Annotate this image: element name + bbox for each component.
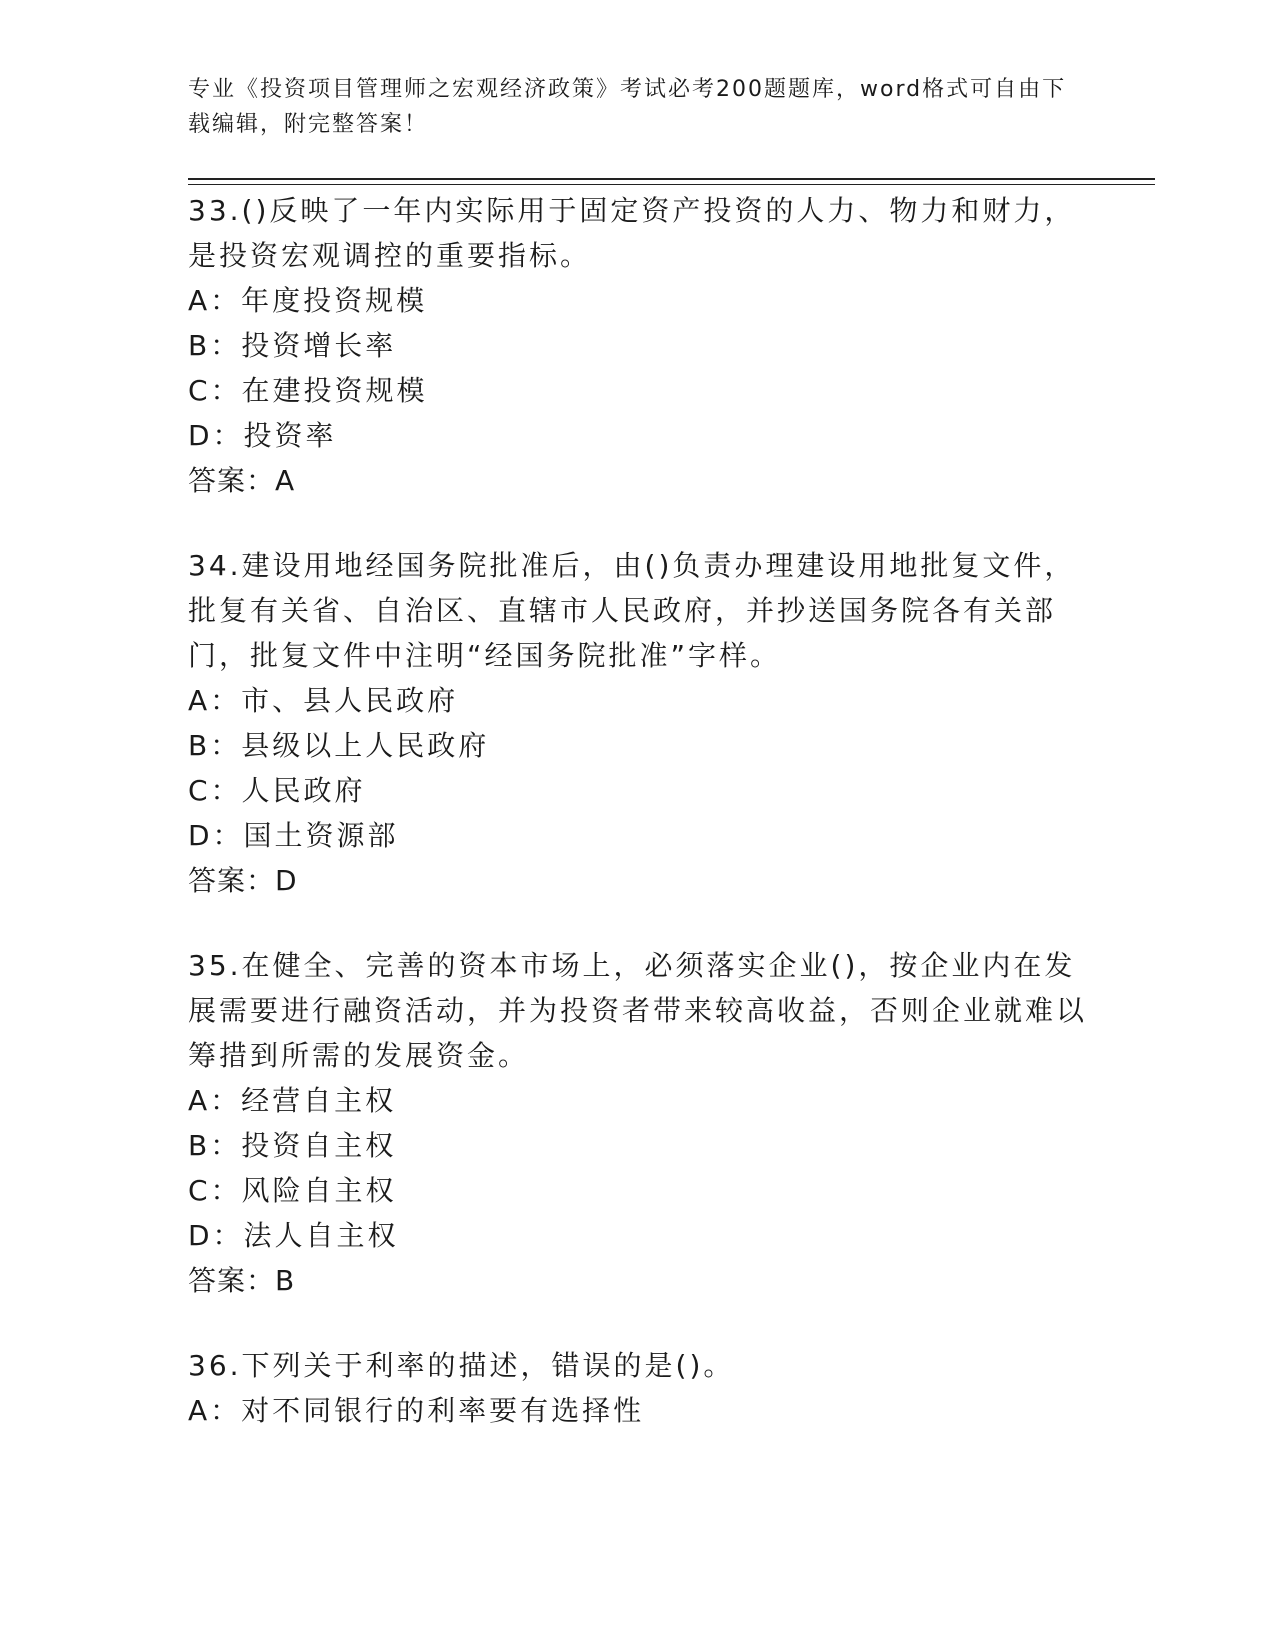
question-36	[188, 1343, 1088, 1433]
header-divider-thin	[188, 184, 1155, 185]
option-a: A：市、县人民政府	[188, 684, 459, 717]
answer-line: 答案：B	[188, 1264, 296, 1297]
document-header: 专业《投资项目管理师之宏观经济政策》考试必考200题题库，word格式可自由下载编辑，附完整答案！	[188, 77, 1067, 137]
answer-line: 答案：D	[188, 864, 298, 897]
option-d: D：法人自主权	[188, 1219, 399, 1252]
option-d: D：投资率	[188, 419, 337, 452]
option-c: C：人民政府	[188, 774, 366, 807]
question-stem: 36.下列关于利率的描述，错误的是()。	[188, 1349, 735, 1382]
option-c: C：风险自主权	[188, 1174, 397, 1207]
question-35	[188, 943, 1088, 1303]
question-stem: 35.在健全、完善的资本市场上，必须落实企业()，按企业内在发展需要进行融资活动，并为投资者带来较高收益，否则企业就难以筹措到所需的发展资金。	[188, 949, 1088, 1072]
question-34	[188, 543, 1088, 903]
option-b: B：投资增长率	[188, 329, 397, 362]
question-list	[188, 188, 1088, 1433]
option-a: A：年度投资规模	[188, 284, 428, 317]
header-divider-thick	[188, 178, 1155, 180]
question-stem: 34.建设用地经国务院批准后，由()负责办理建设用地批复文件，批复有关省、自治区、直辖市人民政府，并抄送国务院各有关部门，批复文件中注明“经国务院批准”字样。	[188, 549, 1076, 672]
question-33	[188, 188, 1088, 503]
option-d: D：国土资源部	[188, 819, 399, 852]
option-b: B：县级以上人民政府	[188, 729, 490, 762]
option-b: B：投资自主权	[188, 1129, 397, 1162]
question-stem: 33.()反映了一年内实际用于固定资产投资的人力、物力和财力，是投资宏观调控的重要指标。	[188, 194, 1076, 272]
answer-line: 答案：A	[188, 464, 296, 497]
option-a: A：经营自主权	[188, 1084, 397, 1117]
option-a: A：对不同银行的利率要有选择性	[188, 1394, 645, 1427]
option-c: C：在建投资规模	[188, 374, 428, 407]
